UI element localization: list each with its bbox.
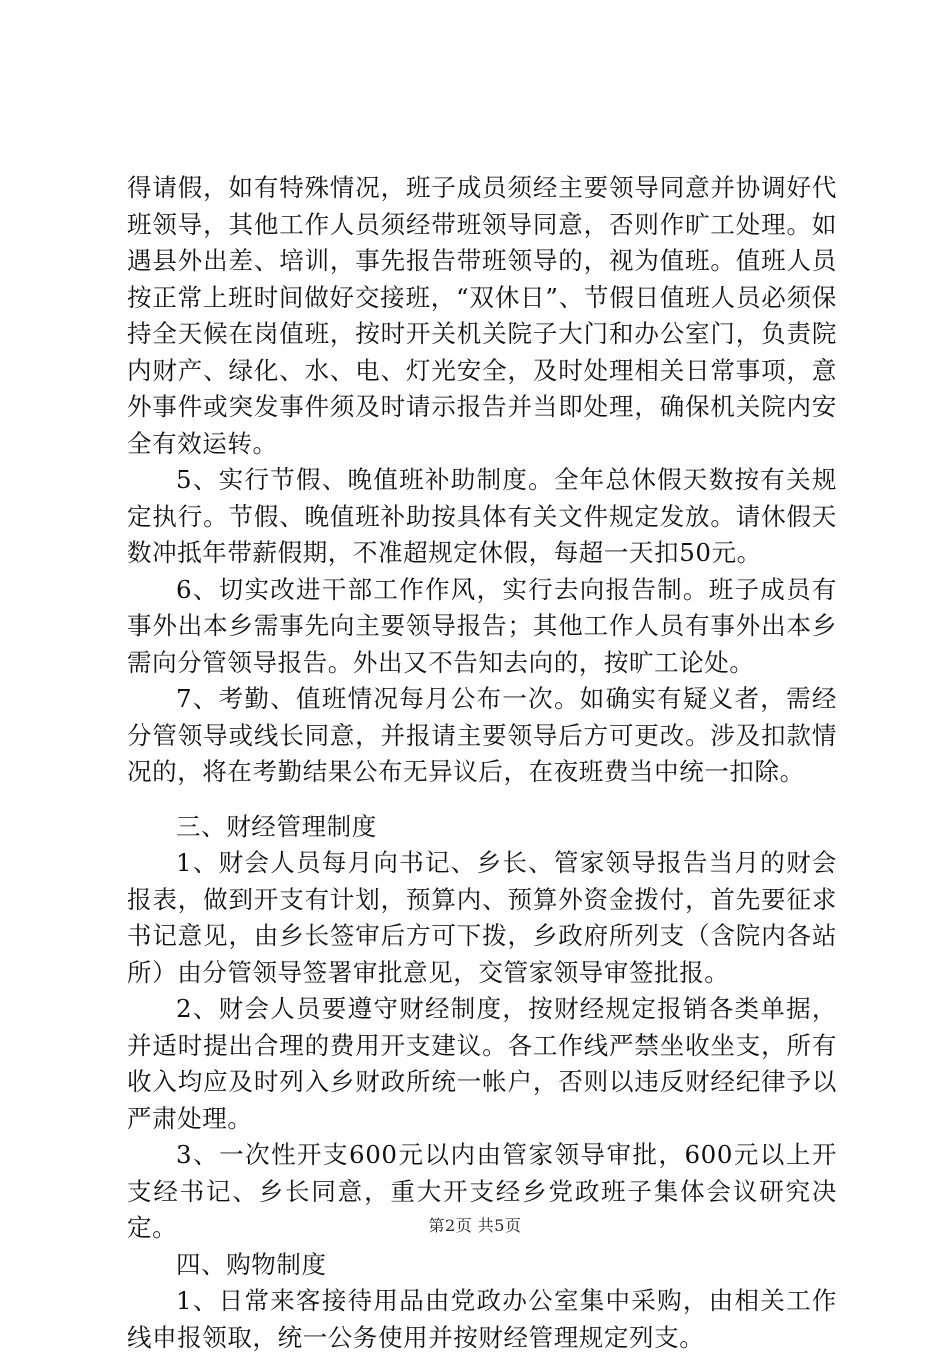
page-number-footer: 第2页 共5页: [428, 1216, 522, 1235]
paragraph-item-6: 6、切实改进干部工作作风，实行去向报告制。班子成员有事外出本乡需事先向主要领导报告；其他工作人员有事外出本乡需向分管领导报告。外出又不告知去向的，按旷工论处。: [127, 574, 837, 677]
paragraph-item-5: 5、实行节假、晚值班补助制度。全年总休假天数按有关规定执行。节假、晚值班补助按具体有关文件规定发放。请休假天数冲抵年带薪假期，不准超规定休假，每超一天扣50元。: [127, 465, 837, 567]
section-spacer: [127, 791, 837, 809]
section-heading-finance: 三、财经管理制度: [176, 811, 377, 841]
finance-paragraph-3: 3、一次性开支600元以内由管家领导审批，600元以上开支经书记、乡长同意，重大开支经乡党政班子集体会议研究决定。: [127, 1140, 837, 1242]
document-body: [127, 170, 837, 1356]
section-heading-purchasing: 四、购物制度: [176, 1249, 327, 1279]
paragraph-continuation: 得请假，如有特殊情况，班子成员须经主要领导同意并协调好代班领导，其他工作人员须经带班领导同意，否则作旷工处理。如遇县外出差、培训，事先报告带班领导的，视为值班。值班人员按正常上班时间做好交接班，“双休日”、节假日值班人员必须保持全天候在岗值班，按时开关机关院子大门和办公室门，负责院内财产、绿化、水、电、灯光安全，及时处理相关日常事项，意外事件或突发事件须及时请示报告并当即处理，确保机关院内安全有效运转。: [127, 173, 837, 458]
purchasing-paragraph-1: 1、日常来客接待用品由党政办公室集中采购，由相关工作线申报领取，统一公务使用并按财经管理规定列支。: [127, 1286, 837, 1352]
paragraph-item-7: 7、考勤、值班情况每月公布一次。如确实有疑义者，需经分管领导或线长同意，并报请主要领导后方可更改。涉及扣款情况的，将在考勤结果公布无异议后，在夜班费当中统一扣除。: [127, 684, 837, 786]
finance-paragraph-2: 2、财会人员要遵守财经制度，按财经规定报销各类单据，并适时提出合理的费用开支建议。各工作线严禁坐收坐支，所有收入均应及时列入乡财政所统一帐户，否则以违反财经纪律予以严肃处理。: [127, 994, 837, 1133]
finance-paragraph-1: 1、财会人员每月向书记、乡长、管家领导报告当月的财会报表，做到开支有计划，预算内、预算外资金拨付，首先要征求书记意见，由乡长签审后方可下拨，乡政府所列支（含院内各站所）由分管领导签署审批意见，交管家领导审签批报。: [127, 848, 837, 987]
